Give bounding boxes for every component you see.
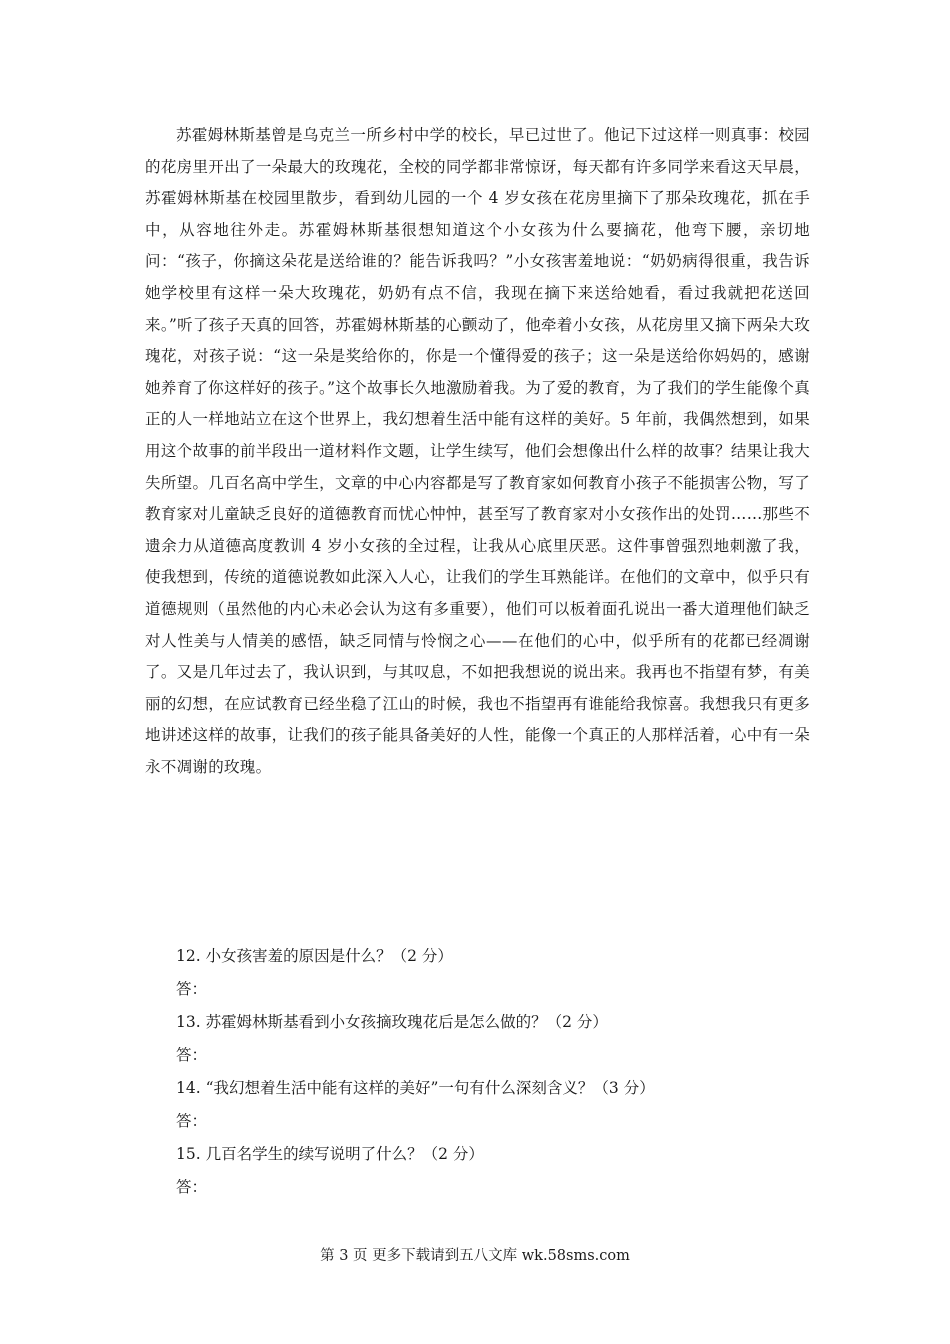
question-list xyxy=(145,940,810,1204)
reading-passage: 苏霍姆林斯基曾是乌克兰一所乡村中学的校长，早已过世了。他记下过这样一则真事：校园的花房里开出了一朵最大的玫瑰花，全校的同学都非常惊讶，每天都有许多同学来看这天早晨，苏霍姆林斯基在校园里散步，看到幼儿园的一个 4 岁女孩在花房里摘下了那朵玫瑰花，抓在手中，从容地往外走。苏霍姆林斯基很想知道这个小女孩为什么要摘花，他弯下腰，亲切地问：“孩子，你摘这朵花是送给谁的？能告诉我吗？”小女孩害羞地说：“奶奶病得很重，我告诉她学校里有这样一朵大玫瑰花，奶奶有点不信，我现在摘下来送给她看，看过我就把花送回来。”听了孩子天真的回答，苏霍姆林斯基的心颤动了，他牵着小女孩，从花房里又摘下两朵大玫瑰花，对孩子说：“这一朵是奖给你的，你是一个懂得爱的孩子；这一朵是送给你妈妈的，感谢她养育了你这样好的孩子。”这个故事长久地激励着我。为了爱的教育，为了我们的学生能像个真正的人一样地站立在这个世界上，我幻想着生活中能有这样的美好。5 年前，我偶然想到，如果用这个故事的前半段出一道材料作文题，让学生续写，他们会想像出什么样的故事？结果让我大失所望。几百名高中学生，文章的中心内容都是写了教育家如何教育小孩子不能损害公物，写了教育家对儿童缺乏良好的道德教育而忧心忡忡，甚至写了教育家对小女孩作出的处罚……那些不遗余力从道德高度教训 4 岁小女孩的全过程，让我从心底里厌恶。这件事曾强烈地刺激了我，使我想到，传统的道德说教如此深入人心，让我们的学生耳熟能详。在他们的文章中，似乎只有道德规则（虽然他的内心未必会认为这有多重要），他们可以板着面孔说出一番大道理他们缺乏对人性美与人情美的感悟，缺乏同情与怜悯之心——在他们的心中，似乎所有的花都已经凋谢了。又是几年过去了，我认识到，与其叹息，不如把我想说的说出来。我再也不指望有梦，有美丽的幻想，在应试教育已经坐稳了江山的时候，我也不指望再有谁能给我惊喜。我想我只有更多地讲述这样的故事，让我们的孩子能具备美好的人性，能像一个真正的人那样活着，心中有一朵永不凋谢的玫瑰。 xyxy=(145,126,810,776)
question-13: 13. 苏霍姆林斯基看到小女孩摘玫瑰花后是怎么做的？（2 分） xyxy=(176,1013,608,1031)
answer-label-12: 答： xyxy=(176,980,208,998)
answer-label-14: 答： xyxy=(176,1112,208,1130)
question-12: 12. 小女孩害羞的原因是什么？（2 分） xyxy=(176,947,453,965)
page-footer: 第 3 页 更多下载请到五八文库 wk.58sms.com xyxy=(320,1248,630,1264)
question-15: 15. 几百名学生的续写说明了什么？（2 分） xyxy=(176,1145,484,1163)
answer-label-13: 答： xyxy=(176,1046,208,1064)
question-14: 14. “我幻想着生活中能有这样的美好”一句有什么深刻含义？（3 分） xyxy=(176,1079,655,1097)
answer-label-15: 答： xyxy=(176,1178,208,1196)
